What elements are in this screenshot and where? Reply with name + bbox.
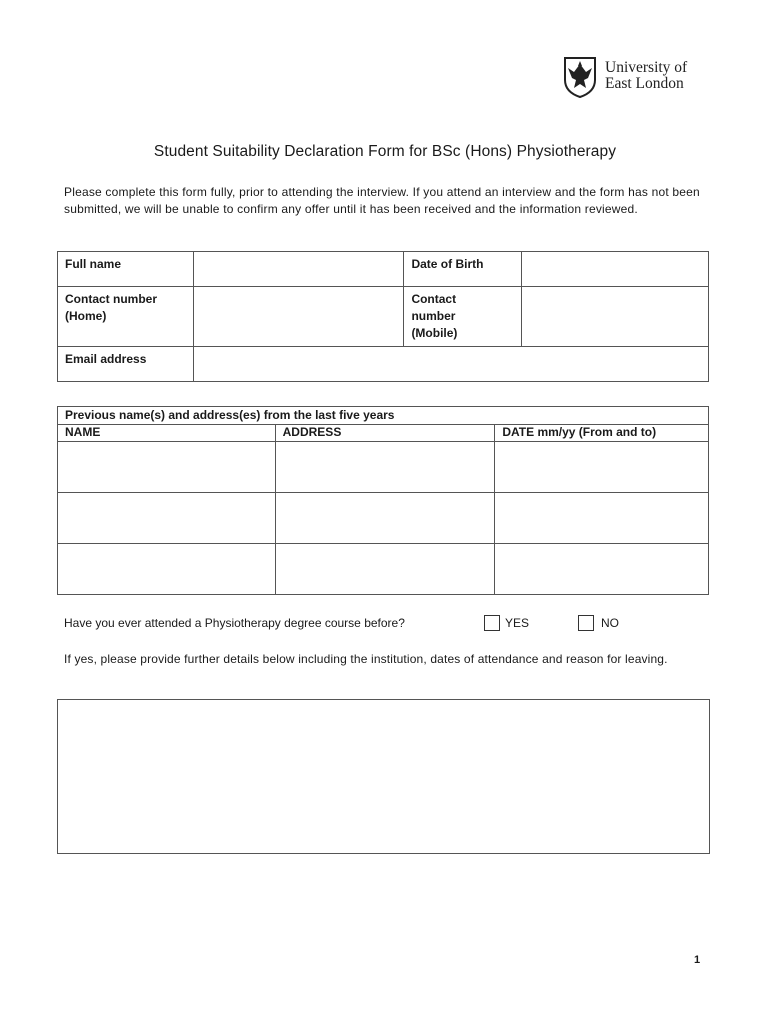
phoenix-logo-icon bbox=[562, 56, 598, 98]
yes-label: YES bbox=[505, 616, 530, 630]
further-details-instructions: If yes, please provide further details below including the institution, dates of attendance and reason for leaving. bbox=[64, 652, 668, 666]
contact-home-label-line-1: Contact number bbox=[65, 292, 158, 306]
page-number: 1 bbox=[694, 954, 701, 966]
contact-home-field[interactable] bbox=[193, 287, 404, 347]
address-cell-1[interactable] bbox=[275, 442, 495, 493]
contact-home-label-line-2: (Home) bbox=[65, 309, 107, 323]
previous-names-table bbox=[57, 406, 709, 595]
full-name-field[interactable] bbox=[193, 252, 404, 287]
page-title: Student Suitability Declaration Form for BSc (Hons) Physiotherapy bbox=[153, 143, 617, 160]
personal-details-table bbox=[57, 251, 709, 382]
logo-line-2: East London bbox=[605, 75, 684, 92]
col-header-date: DATE mm/yy (From and to) bbox=[495, 425, 709, 442]
further-details-field[interactable] bbox=[57, 699, 710, 854]
contact-home-label bbox=[58, 287, 194, 347]
dob-field[interactable] bbox=[522, 252, 709, 287]
date-cell-1[interactable] bbox=[495, 442, 709, 493]
intro-text: Please complete this form fully, prior to attending the interview. If you attend an interview and the form has not been submitted, we will be unable to confirm any offer until it has been received and the information reviewed. bbox=[64, 185, 700, 216]
table-row bbox=[58, 493, 709, 544]
no-checkbox[interactable] bbox=[578, 615, 594, 631]
email-label: Email address bbox=[58, 347, 194, 382]
contact-mobile-label-line-2: number bbox=[411, 309, 456, 323]
name-cell-2[interactable] bbox=[58, 493, 276, 544]
dob-label: Date of Birth bbox=[404, 252, 522, 287]
no-label: NO bbox=[601, 616, 619, 630]
date-cell-2[interactable] bbox=[495, 493, 709, 544]
address-cell-2[interactable] bbox=[275, 493, 495, 544]
table-row bbox=[58, 442, 709, 493]
email-field[interactable] bbox=[193, 347, 708, 382]
contact-mobile-label-line-3: (Mobile) bbox=[411, 326, 458, 340]
table-row bbox=[58, 544, 709, 595]
contact-mobile-field[interactable] bbox=[522, 287, 709, 347]
full-name-label: Full name bbox=[58, 252, 194, 287]
contact-mobile-label-line-1: Contact bbox=[411, 292, 457, 306]
previous-heading: Previous name(s) and address(es) from the last five years bbox=[58, 407, 709, 425]
university-logo bbox=[562, 56, 712, 98]
col-header-address: ADDRESS bbox=[275, 425, 495, 442]
logo-line-1: University of bbox=[605, 59, 688, 76]
name-cell-3[interactable] bbox=[58, 544, 276, 595]
contact-mobile-label bbox=[404, 287, 522, 347]
address-cell-3[interactable] bbox=[275, 544, 495, 595]
previous-course-question: Have you ever attended a Physiotherapy degree course before? bbox=[64, 616, 405, 630]
date-cell-3[interactable] bbox=[495, 544, 709, 595]
yes-checkbox[interactable] bbox=[484, 615, 500, 631]
name-cell-1[interactable] bbox=[58, 442, 276, 493]
col-header-name: NAME bbox=[58, 425, 276, 442]
